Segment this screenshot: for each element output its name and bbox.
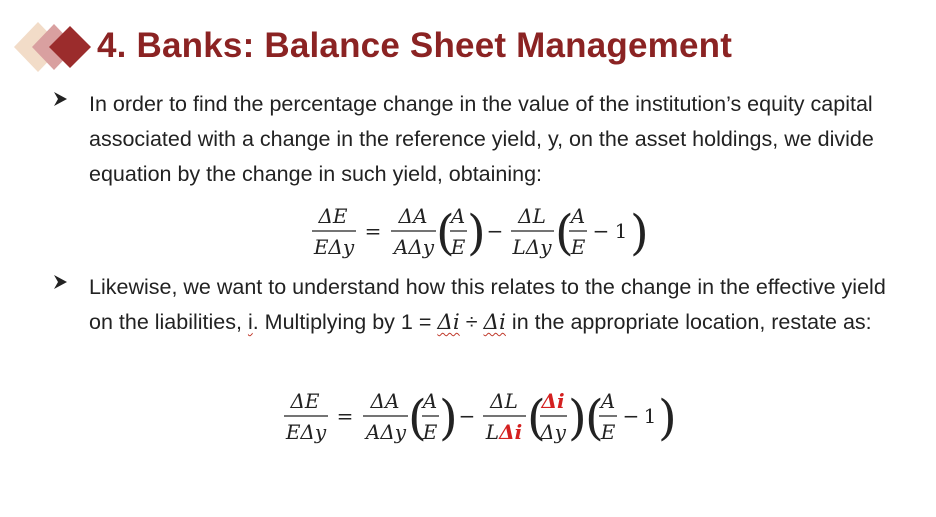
- bullet-2-text-mid: . Multiplying by 1 =: [252, 310, 438, 334]
- delta-i-1: Δi: [437, 310, 460, 335]
- eq1-lhs-numerator: ΔE: [318, 204, 348, 228]
- eq1-t1-frac-num: A: [450, 204, 466, 228]
- eq2-t1-denominator: AΔy: [365, 420, 407, 444]
- equation-1: [310, 199, 650, 269]
- eq2-t2-numerator: ΔL: [490, 389, 518, 413]
- eq1-t1-frac-den: E: [450, 235, 466, 259]
- eq2-t1-numerator: ΔA: [370, 389, 400, 413]
- eq2-right-paren: ): [439, 390, 458, 446]
- arrow-bullet-icon: [52, 272, 70, 292]
- eq2-lhs-denominator: EΔy: [285, 420, 327, 444]
- divide-symbol: ÷: [459, 310, 484, 334]
- i-symbol: i: [247, 310, 253, 334]
- eq1-t2-frac-den: E: [570, 235, 586, 259]
- eq2-mid-frac-den: Δy: [540, 420, 566, 444]
- eq1-t2-one: 1: [614, 219, 628, 243]
- bullet-2-text-before: Likewise, we want to understand how this relates to the change in the effective yield on the liabilities,: [89, 275, 886, 334]
- eq1-t1-denominator: AΔy: [393, 235, 435, 259]
- eq1-lhs-denominator: EΔy: [313, 235, 355, 259]
- eq2-t3-frac-num: A: [600, 389, 616, 413]
- eq1-left-paren-2: (: [555, 205, 574, 261]
- eq1-left-paren: (: [436, 205, 455, 261]
- eq1-t2-minus: −: [592, 219, 610, 243]
- eq2-t3-minus: −: [622, 404, 640, 428]
- eq2-mid-right-paren: ): [568, 390, 587, 446]
- delta-i-2: Δi: [483, 310, 506, 335]
- eq2-left-paren-3: (: [585, 390, 604, 446]
- eq2-t1-frac-num: A: [422, 389, 438, 413]
- eq2-t3-one: 1: [643, 404, 657, 428]
- eq2-mid-frac-num: Δi: [541, 389, 565, 413]
- eq1-minus: −: [486, 219, 504, 243]
- equation-2: [282, 383, 677, 455]
- svg-text:LΔi: [485, 420, 522, 444]
- eq2-right-paren-3: ): [658, 390, 677, 446]
- eq2-t2-den-L: L: [485, 420, 500, 444]
- eq1-equals: =: [364, 219, 382, 243]
- eq1-t2-denominator: LΔy: [512, 235, 552, 259]
- bullet-text-2: [89, 270, 912, 340]
- eq1-t2-numerator: ΔL: [518, 204, 546, 228]
- eq1-right-paren: ): [467, 205, 486, 261]
- eq2-t2-den-delta-i: Δi: [499, 420, 523, 444]
- eq1-right-paren-2: ): [630, 205, 649, 261]
- bullet-item-2: [52, 270, 912, 340]
- slide-title: 4. Banks: Balance Sheet Management: [97, 26, 733, 65]
- eq2-minus: −: [458, 404, 476, 428]
- eq2-equals: =: [336, 404, 354, 428]
- eq2-left-paren: (: [408, 390, 427, 446]
- bullet-2-text-after: in the appropriate location, restate as:: [505, 310, 872, 334]
- eq2-t1-frac-den: E: [422, 420, 438, 444]
- bullet-text-1: In order to find the percentage change in the value of the institution’s equity capital associated with a change in the reference yield, y, on the asset holdings, we divide equation by the change in such yield, obtaining:: [89, 92, 874, 186]
- arrow-bullet-icon: [52, 89, 70, 109]
- eq1-t1-numerator: ΔA: [398, 204, 428, 228]
- eq2-t3-frac-den: E: [600, 420, 616, 444]
- diamond-logo-icon: [10, 20, 94, 74]
- eq1-t2-frac-num: A: [570, 204, 586, 228]
- eq2-mid-left-paren: (: [527, 390, 546, 446]
- bullet-item-1: [52, 87, 912, 192]
- eq2-lhs-numerator: ΔE: [290, 389, 320, 413]
